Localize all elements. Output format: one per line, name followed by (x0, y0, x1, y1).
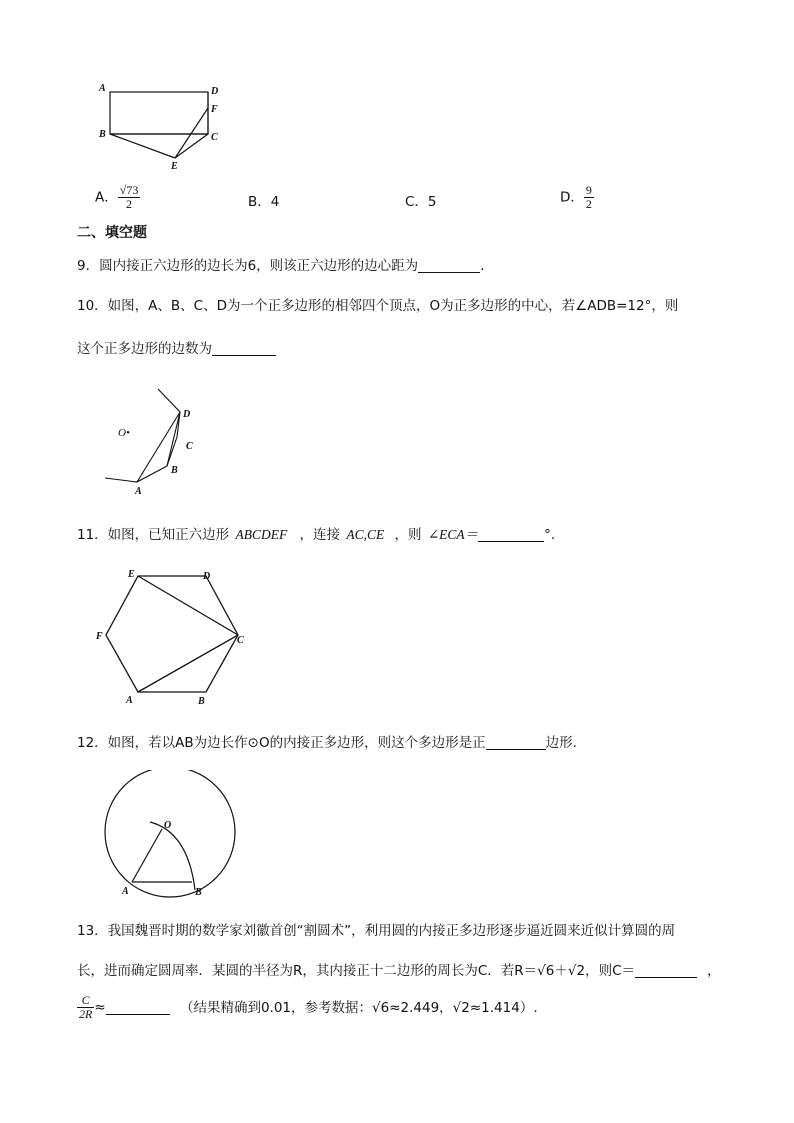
figure-q12 (98, 770, 244, 900)
option-d (560, 184, 594, 211)
label-b: B (171, 465, 178, 476)
option-b: B．4 (248, 194, 280, 210)
question-10-line1: 10．如图，A、B、C、D为一个正多边形的相邻四个顶点，O为正多边形的中心，若∠ADB=12°，则 (77, 298, 679, 314)
label-b: B (195, 887, 202, 898)
question-13-fraction (77, 994, 94, 1021)
question-11-angle: ∠ECA＝ (427, 527, 479, 542)
label-c: C (186, 441, 193, 452)
question-13-approx: ≈ (94, 999, 106, 1016)
option-d-numerator: 9 (585, 183, 592, 197)
label-b: B (99, 129, 106, 140)
question-13-line2-text: 长，进而确定圆周率．某圆的半径为R，其内接正十二边形的周长为C．若R＝√6＋√2，则C＝ (77, 963, 635, 979)
question-13-line1: 13．我国魏晋时期的数学家刘徽首创“割圆术”，利用圆的内接正多边形逐步逼近圆来近似计算圆的周 (77, 923, 676, 939)
answer-blank-13b[interactable] (106, 1000, 170, 1015)
question-11 (77, 526, 555, 544)
question-13-line3 (77, 994, 538, 1021)
label-e: E (171, 161, 178, 172)
answer-blank-10[interactable] (212, 341, 276, 356)
answer-blank-9[interactable] (418, 258, 480, 273)
label-d: D (183, 409, 191, 420)
option-d-denominator: 2 (585, 197, 592, 211)
label-a: A (99, 83, 106, 94)
question-11-end: °. (544, 527, 556, 543)
question-13-line2 (77, 962, 721, 980)
label-f: F (96, 631, 103, 642)
question-13-line3-text: （结果精确到0.01，参考数据：√6≈2.449，√2≈1.414）. (179, 999, 538, 1016)
option-d-fraction (584, 184, 594, 211)
label-c: C (211, 132, 218, 143)
label-a: A (122, 886, 129, 897)
option-a-fraction (118, 184, 141, 211)
option-a (95, 184, 140, 211)
question-13-frac-den: 2R (79, 1007, 93, 1021)
question-11-mid: ，连接 (299, 527, 341, 543)
option-a-label: A． (95, 189, 118, 206)
label-a: A (135, 486, 142, 496)
option-c: C．5 (405, 194, 437, 210)
answer-blank-12[interactable] (486, 735, 546, 750)
option-a-numerator: √73 (119, 183, 139, 197)
answer-blank-13a[interactable] (635, 963, 697, 978)
label-e: E (128, 569, 135, 580)
question-13-frac-num: C (77, 994, 94, 1008)
question-9 (77, 257, 484, 275)
figure-q8 (90, 78, 220, 173)
question-11-then: ，则 (394, 527, 422, 543)
question-11-segments: AC,CE (346, 527, 385, 542)
question-11-hexagon: ABCDEF (235, 527, 288, 542)
label-a: A (126, 695, 133, 706)
label-b: B (198, 696, 205, 707)
label-d: D (203, 571, 211, 582)
figure-q11 (92, 568, 252, 708)
label-o: O• (118, 427, 130, 439)
question-12-post: 边形． (545, 735, 587, 751)
label-c: C (237, 635, 244, 646)
question-12 (77, 734, 586, 752)
section-title: 二、填空题 (77, 225, 147, 241)
answer-blank-11[interactable] (478, 527, 544, 542)
question-10-line2-text: 这个正多边形的边数为 (77, 341, 212, 357)
label-o: O (164, 820, 172, 831)
option-a-denominator: 2 (126, 197, 133, 211)
question-10-line2 (77, 340, 276, 358)
figure-q10 (100, 384, 220, 496)
question-12-pre: 12．如图，若以AB为边长作⊙O的内接正多边形，则这个多边形是正 (77, 735, 486, 751)
option-d-label: D． (560, 189, 584, 206)
question-13-line2-end: ， (707, 963, 721, 979)
question-9-end: . (480, 258, 485, 274)
label-d: D (211, 86, 219, 97)
question-9-text: 9．圆内接正六边形的边长为6，则该正六边形的边心距为 (77, 258, 419, 274)
question-11-pre: 11．如图，已知正六边形 (77, 527, 230, 543)
label-f: F (211, 104, 218, 115)
